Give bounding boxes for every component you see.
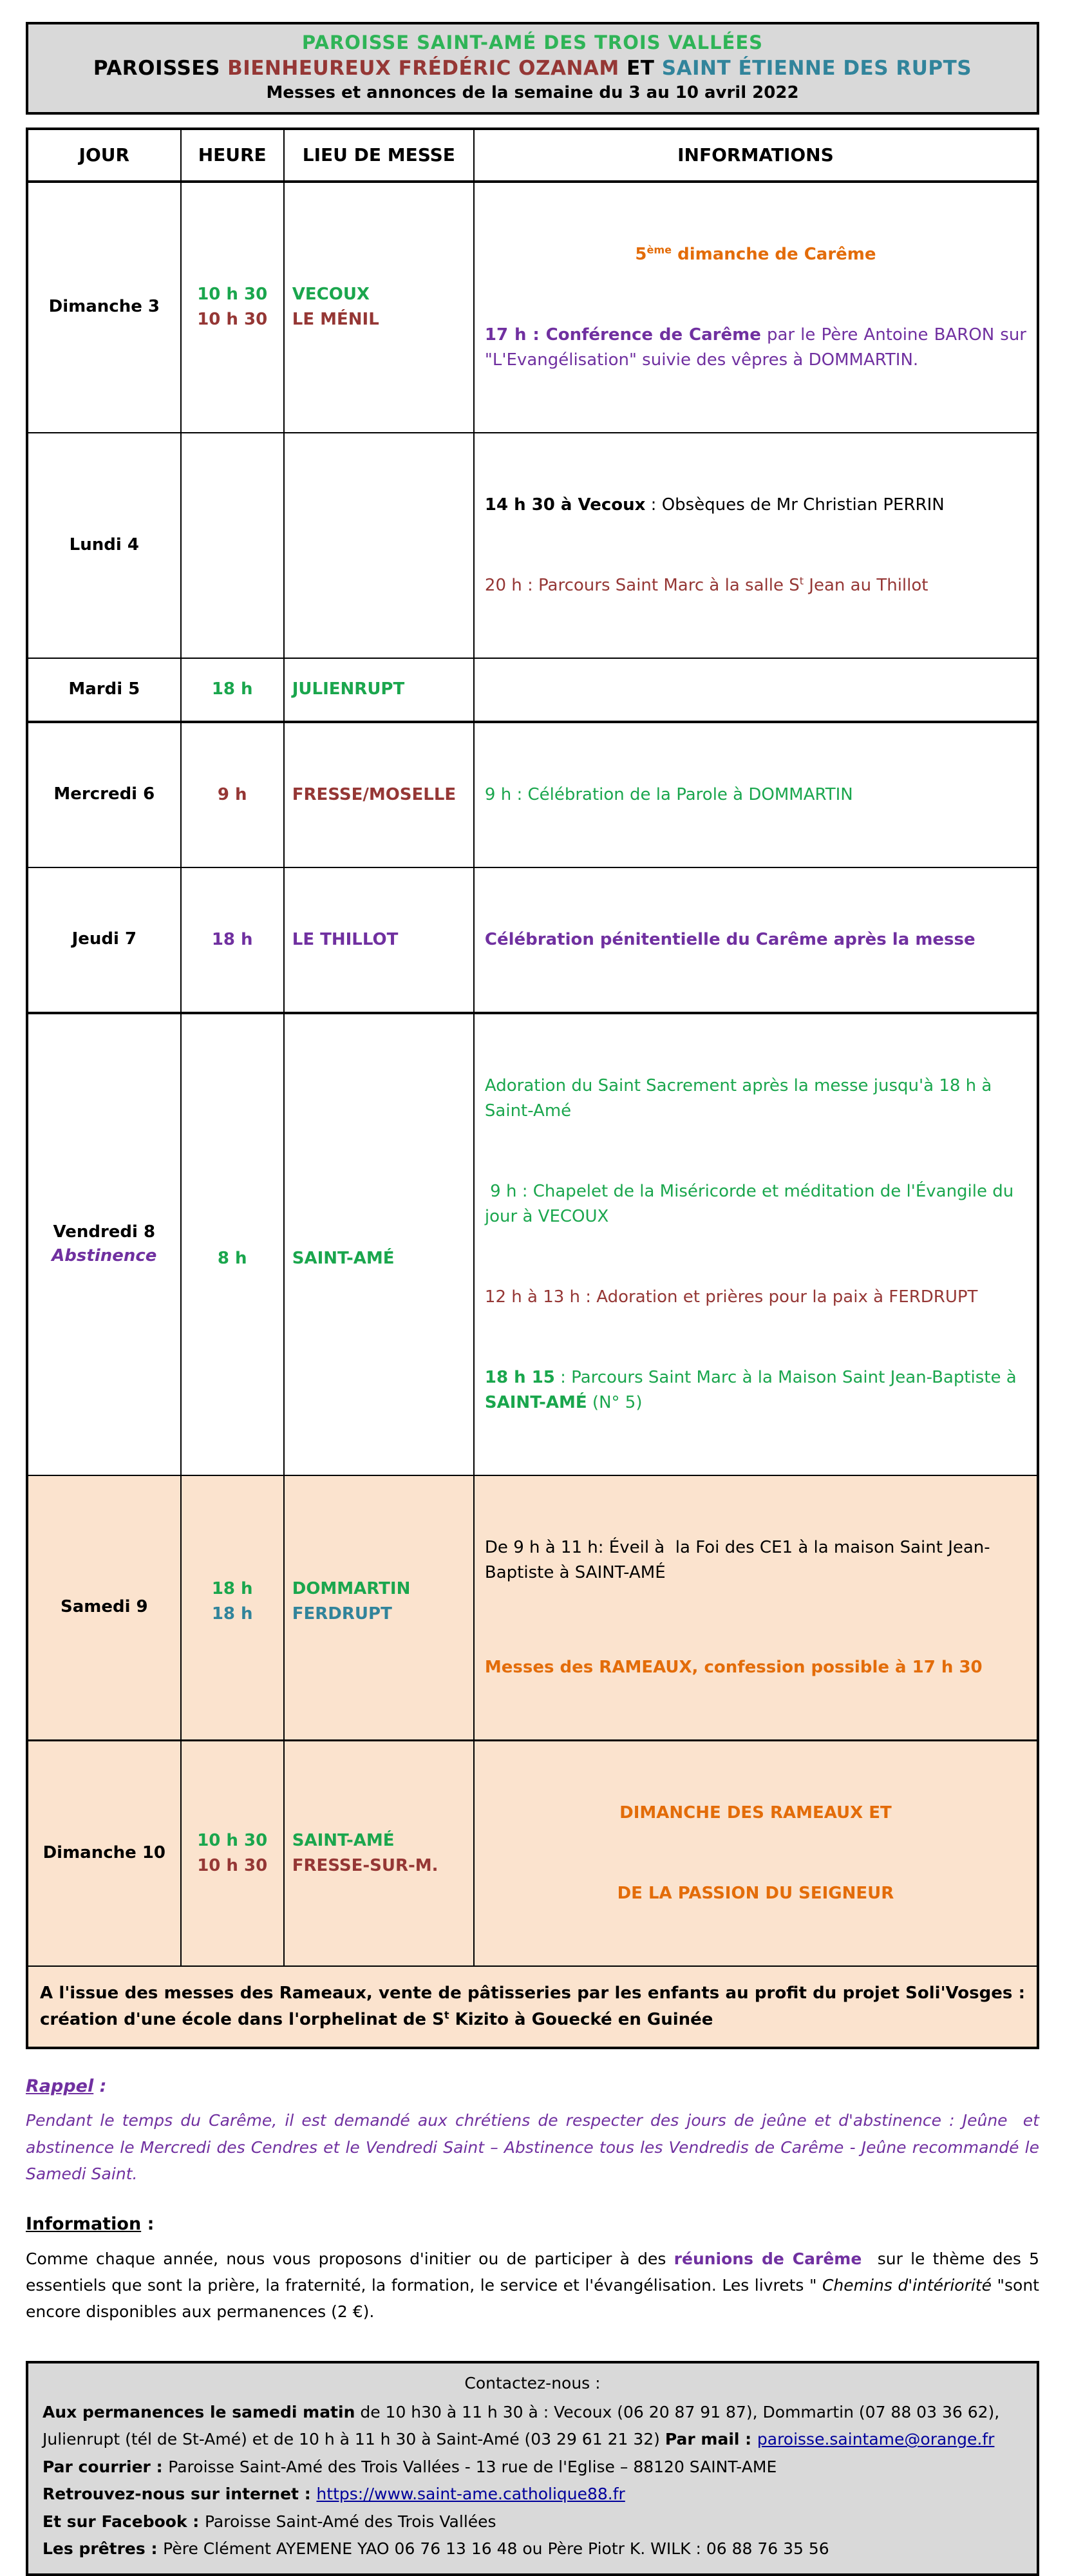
hour-cell: 9 h — [181, 722, 284, 867]
col-header-lieu: LIEU DE MESSE — [284, 129, 474, 182]
contact-box — [26, 2361, 1039, 2576]
lent-number: 5 — [635, 244, 647, 264]
contact-pretres — [42, 2535, 1023, 2563]
information-title — [26, 2210, 1039, 2239]
place-cell: JULIENRUPT — [284, 658, 474, 722]
hour-cell-empty — [181, 433, 284, 658]
note-cell — [27, 1966, 1038, 2048]
contact-title: Contactez-nous : — [464, 2374, 601, 2393]
abstinence-label: Abstinence — [52, 1246, 157, 1266]
information-text-3: sont encore disponibles aux permanences (2 €). — [26, 2275, 1044, 2322]
day-cell: Lundi 4 — [27, 433, 181, 658]
info-line-penitential: Célébration pénitentielle du Carême après la messe — [484, 929, 975, 949]
row-note — [27, 1966, 1038, 2048]
place-cell: SAINT-AMÉ — [284, 1013, 474, 1475]
information-text-2: sur le thème des 5 essentiels que sont la prière, la fraternité, la formation, le service et l'évangélisation. Les livrets — [26, 2249, 1044, 2295]
contact-courrier — [42, 2454, 1023, 2481]
table-header-row — [27, 129, 1038, 182]
hour-cell — [181, 1475, 284, 1741]
place-cell-empty — [284, 433, 474, 658]
info-line-parcours — [485, 573, 1026, 598]
info-line-rameaux: Messes des RAMEAUX, confession possible à 17 h 30 — [484, 1657, 983, 1677]
rappel-body: Pendant le temps du Carême, il est demandé aux chrétiens de respecter des jours de jeûne et d'abstinence : Jeûne et abstinence le Mercredi des Cendres et le Vendredi Saint – Abstinence tous les Vendredis de Carême - Jeûne recommandé le Samedi Saint. — [26, 2111, 1044, 2183]
place-cell — [284, 182, 474, 433]
info-line-chapelet: 9 h : Chapelet de la Miséricorde et méditation de l'Évangile du jour à VECOUX — [484, 1181, 1019, 1226]
facebook-detail: Paroisse Saint-Amé des Trois Vallées — [204, 2512, 496, 2531]
parishes-subtitle — [33, 55, 1032, 81]
permanences-label: Aux permanences le samedi matin — [42, 2402, 355, 2421]
rappel-section — [26, 2072, 1044, 2187]
information-colon: : — [141, 2214, 155, 2235]
courrier-detail: Paroisse Saint-Amé des Trois Vallées - 13 rue de l'Eglise – 88120 SAINT-AME — [168, 2457, 777, 2476]
info-line-eveil: De 9 h à 11 h: Éveil à la Foi des CE1 à la maison Saint Jean-Baptiste à SAINT-AMÉ — [484, 1537, 990, 1582]
info-line-conference — [484, 323, 1032, 373]
hour-entry: 10 h 30 — [197, 285, 268, 305]
row-vendredi-8 — [27, 1013, 1038, 1475]
header-banner — [26, 22, 1039, 115]
schedule-table — [26, 128, 1039, 2049]
information-section — [26, 2210, 1044, 2325]
place-cell — [284, 1740, 474, 1966]
day-cell — [27, 1013, 181, 1475]
rappel-title-text: Rappel — [26, 2076, 94, 2096]
email-link[interactable]: paroisse.saintame@orange.fr — [757, 2430, 995, 2449]
parcours-text: 20 h : Parcours Saint Marc à la salle S — [484, 575, 800, 595]
row-lundi-4 — [27, 433, 1038, 658]
note-text: A l'issue des messes des Rameaux, vente de pâtisseries par les enfants au profit du projet Soli'Vosges : création d'une école dans l'orphelinat de S — [40, 1984, 1032, 2029]
hour-cell: 18 h — [181, 658, 284, 722]
website-link[interactable]: https://www.saint-ame.catholique88.fr — [316, 2485, 625, 2504]
reunions-careme-highlight: réunions de Carême — [674, 2249, 862, 2268]
day-cell: Mercredi 6 — [27, 722, 181, 867]
mail-label: Par mail : — [664, 2430, 757, 2449]
col-header-informations: INFORMATIONS — [474, 129, 1038, 182]
place-entry: FRESSE-SUR-M. — [292, 1855, 438, 1875]
subtitle-et: ET — [619, 56, 662, 80]
place-cell: LE THILLOT — [284, 867, 474, 1013]
parish-ozanam: BIENHEUREUX FRÉDÉRIC OZANAM — [227, 56, 619, 80]
info-line-celebration: 9 h : Célébration de la Parole à DOMMARTIN — [484, 784, 853, 804]
contact-internet — [42, 2481, 1023, 2508]
booklet-title: " Chemins d'intériorité " — [809, 2275, 1005, 2295]
parish-title: PAROISSE SAINT-AMÉ DES TROIS VALLÉES — [301, 32, 764, 53]
info-cell — [474, 1013, 1038, 1475]
info-line-paix: 12 h à 13 h : Adoration et prières pour la paix à FERDRUPT — [484, 1287, 978, 1307]
parcours-mid: : Parcours Saint Marc à la Maison Saint Jean-Baptiste à — [554, 1367, 1022, 1387]
place-entry: LE MÉNIL — [292, 310, 379, 330]
hour-entry: 18 h — [211, 1578, 253, 1598]
parcours-end: (N° 5) — [587, 1392, 643, 1412]
courrier-label: Par courrier : — [42, 2457, 169, 2476]
info-line-parcours-ven — [485, 1365, 1026, 1416]
facebook-label: Et sur Facebook : — [42, 2512, 205, 2531]
parcours-text-end: Jean au Thillot — [804, 575, 928, 595]
conference-time: 17 h : Conférence de Carême — [484, 325, 761, 345]
conference-detail: par le Père Antoine BARON sur "L'Evangélisation" suivie des vêpres à DOMMARTIN. — [484, 325, 1032, 370]
hour-cell — [181, 182, 284, 433]
subtitle-prefix: PAROISSES — [93, 56, 228, 80]
parcours-place: SAINT-AMÉ — [484, 1392, 587, 1412]
funeral-detail: : Obsèques de Mr Christian PERRIN — [645, 495, 945, 515]
place-cell: FRESSE/MOSELLE — [284, 722, 474, 867]
row-mercredi-6 — [27, 722, 1038, 867]
col-header-jour: JOUR — [27, 129, 181, 182]
info-line-lent-sunday — [485, 242, 1026, 267]
hour-entry: 10 h 30 — [197, 1830, 268, 1850]
note-saint-sup: t — [444, 2009, 449, 2022]
row-jeudi-7 — [27, 867, 1038, 1013]
lent-label: dimanche de Carême — [672, 244, 876, 264]
info-line-adoration: Adoration du Saint Sacrement après la messe jusqu'à 18 h à Saint-Amé — [484, 1075, 997, 1121]
day-cell: Mardi 5 — [27, 658, 181, 722]
info-cell — [474, 722, 1038, 867]
note-text-end: Kizito à Gouecké en Guinée — [449, 2009, 713, 2029]
place-entry: VECOUX — [292, 285, 370, 305]
info-cell — [474, 1740, 1038, 1966]
hour-cell: 8 h — [181, 1013, 284, 1475]
info-cell — [474, 1475, 1038, 1741]
hour-entry: 10 h 30 — [197, 1855, 268, 1875]
info-cell — [474, 867, 1038, 1013]
lent-ordinal-sup: ème — [646, 243, 672, 256]
day-cell: Jeudi 7 — [27, 867, 181, 1013]
hour-entry: 18 h — [211, 1604, 253, 1624]
row-mardi-5 — [27, 658, 1038, 722]
rappel-title — [26, 2072, 1039, 2101]
info-cell — [474, 433, 1038, 658]
info-cell-empty — [474, 658, 1038, 722]
funeral-time-place: 14 h 30 à Vecoux — [484, 495, 646, 515]
information-body — [26, 2246, 1044, 2325]
row-samedi-9 — [27, 1475, 1038, 1741]
permanences-detail: de 10 h30 à 11 h 30 à : Vecoux (06 20 87 91 87), Dommartin (07 88 03 36 62), Julienrupt (tél de St-Amé) et de 10 h à 11 h 30 à Saint-Amé (03 29 61 21 32) — [42, 2402, 1005, 2449]
rappel-colon: : — [93, 2076, 107, 2096]
day-cell: Dimanche 10 — [27, 1740, 181, 1966]
saint-sup: t — [799, 574, 804, 587]
place-entry: FERDRUPT — [292, 1604, 392, 1624]
day-cell: Dimanche 3 — [27, 182, 181, 433]
info-line-palm-sunday-2: DE LA PASSION DU SEIGNEUR — [617, 1883, 894, 1903]
place-entry: DOMMARTIN — [292, 1578, 411, 1598]
day-cell: Samedi 9 — [27, 1475, 181, 1741]
hour-cell: 18 h — [181, 867, 284, 1013]
hour-cell — [181, 1740, 284, 1966]
hour-entry: 10 h 30 — [197, 310, 268, 330]
information-text-1: Comme chaque année, nous vous proposons d'initier ou de participer à des — [26, 2249, 674, 2268]
row-dimanche-3 — [27, 182, 1038, 433]
pretres-label: Les prêtres : — [42, 2539, 164, 2559]
place-entry: SAINT-AMÉ — [292, 1830, 395, 1850]
contact-facebook — [42, 2508, 1023, 2536]
day-label: Vendredi 8 — [53, 1222, 156, 1242]
internet-label: Retrouvez-nous sur internet : — [42, 2485, 317, 2504]
place-cell — [284, 1475, 474, 1741]
parcours-time: 18 h 15 — [484, 1367, 555, 1387]
info-line-funeral — [485, 493, 1026, 518]
contact-permanences — [42, 2399, 1023, 2454]
pretres-detail: Père Clément AYEMENE YAO 06 76 13 16 48 ou Père Piotr K. WILK : 06 88 76 35 56 — [163, 2539, 829, 2559]
col-header-heure: HEURE — [181, 129, 284, 182]
parish-rupts: SAINT ÉTIENNE DES RUPTS — [661, 56, 972, 80]
information-title-text: Information — [26, 2214, 142, 2235]
info-line-palm-sunday-1: DIMANCHE DES RAMEAUX ET — [619, 1803, 892, 1823]
week-range-title: Messes et annonces de la semaine du 3 au 10 avril 2022 — [266, 82, 799, 102]
row-dimanche-10 — [27, 1740, 1038, 1966]
info-cell — [474, 182, 1038, 433]
